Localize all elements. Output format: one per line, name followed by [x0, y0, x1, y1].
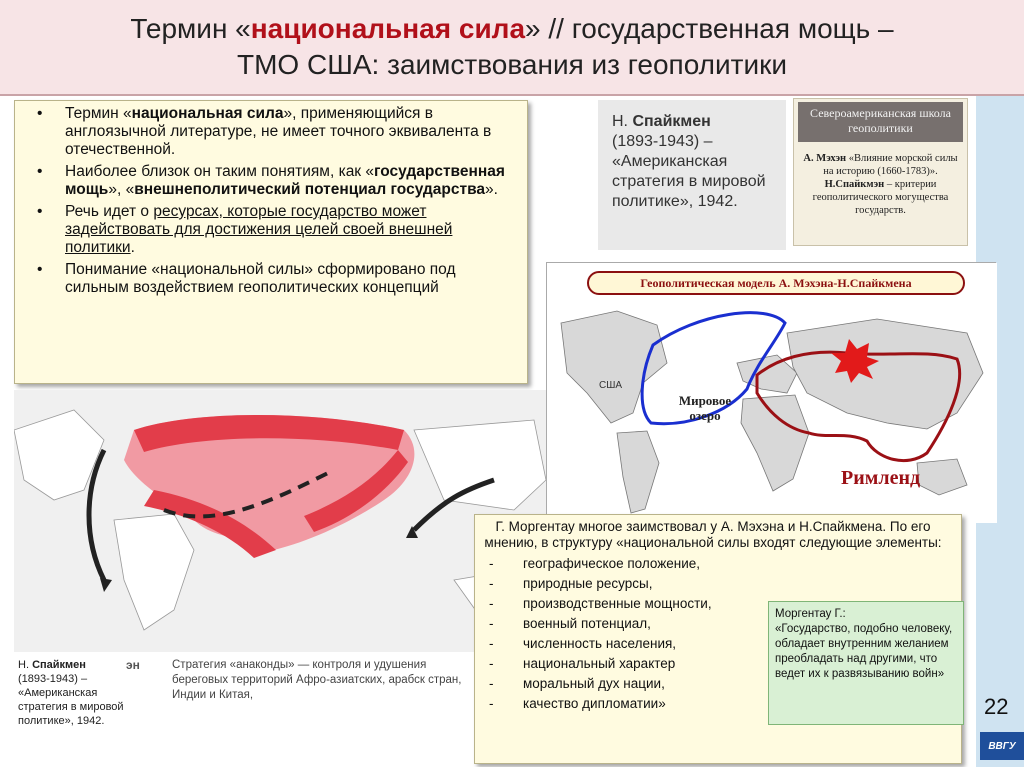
portrait-caption: Н. Спайкмен (1893-1943) – «Американская стратегия в мировой политике», 1942.	[612, 113, 766, 210]
label-usa: США	[599, 380, 623, 391]
world-map-graphic	[547, 263, 997, 523]
list-item: - производственные мощности,	[489, 596, 712, 611]
slide-title	[0, 0, 1024, 96]
list-item: - природные ресурсы,	[489, 576, 653, 591]
title-line-1: Термин «национальная сила» // государственная мощь –	[130, 13, 894, 44]
quote-text: «Государство, подобно человеку, обладает внутренним желанием преобладать над другими, что ведет их к развязыванию войн»	[775, 623, 953, 680]
definition-box	[14, 100, 528, 384]
list-item: - качество дипломатии»	[489, 696, 666, 711]
definition-list	[27, 105, 517, 297]
caption-fragment: эн	[126, 658, 140, 672]
geopolitical-model-map	[546, 262, 996, 522]
list-item: - моральный дух нации,	[489, 676, 665, 691]
spykman-caption: Н. Спайкмен (1893-1943) – «Американская стратегия в мировой политике», 1942.	[18, 659, 124, 727]
label-rimland: Римленд	[841, 467, 921, 489]
school-box	[793, 98, 968, 246]
school-header: Североамериканская школа геополитики	[798, 102, 963, 142]
bullet-item: • Наиболее близок он таким понятиям, как «государственная мощь», «внешнеполитический потенциал государства».	[37, 163, 505, 198]
morgenthau-quote	[768, 601, 964, 725]
bullet-item: • Речь идет о ресурсах, которые государство может задействовать для достижения целей своей внешней политики.	[37, 203, 453, 256]
bullet-item: • Термин «национальная сила», применяющийся в англоязычной литературе, не имеет точного эквивалента в отечественной.	[37, 105, 492, 158]
list-item: - географическое положение,	[489, 556, 701, 571]
page-number: 22	[984, 694, 1009, 719]
label-world-ocean: Мировое озеро	[678, 393, 732, 423]
list-item: - военный потенциал,	[489, 616, 651, 631]
bullet-item: • Понимание «национальной силы» сформировано под сильным воздействием геополитических концепций	[37, 261, 456, 296]
anaconda-map-graphic	[14, 390, 546, 652]
anaconda-strategy-map	[14, 390, 546, 652]
school-body: А. Мэхэн «Влияние морской силы на историю (1660-1783)». Н.Спайкмэн – критерии геополитического могущества государств.	[803, 153, 958, 216]
quote-author: Моргентау Г.:	[775, 608, 846, 620]
title-line-2: ТМО США: заимствования из геополитики	[237, 49, 787, 80]
morgenthau-intro: Г. Моргентау многое заимствовал у А. Мэхэна и Н.Спайкмена. По его мнению, в структуру «национальной силы входят следующие элементы:	[484, 519, 942, 550]
anaconda-caption: Стратегия «анаконды» — контроля и удушения береговых территорий Афро-азиатских, арабск стран, Индии и Китая,	[172, 659, 462, 701]
map-title: Геополитическая модель А. Мэхэна-Н.Спайкмена	[587, 271, 965, 295]
list-item: - национальный характер	[489, 656, 676, 671]
list-item: - численность населения,	[489, 636, 677, 651]
university-logo: ВВГУ	[980, 732, 1024, 760]
